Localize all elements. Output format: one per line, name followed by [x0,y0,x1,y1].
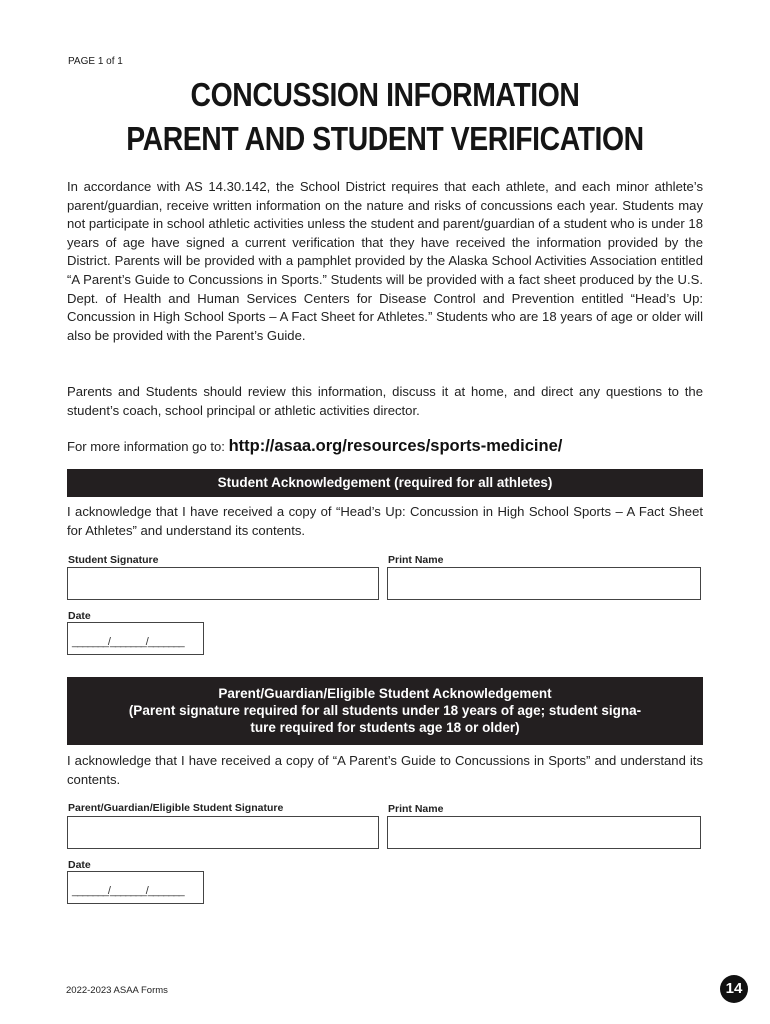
student-signature-label: Student Signature [68,554,159,566]
parent-header-line-2: (Parent signature required for all students under 18 years of age; student signa- [128,703,642,718]
intro-paragraph: In accordance with AS 14.30.142, the School District requires that each athlete, and each minor athlete’s parent/guardian, receive written information on the nature and risks of concussions each year. Students may not participate in school athletic activities unless the student and parent/guardian of a student who is under 18 years of age have signed a current verification that they have received the information provided by the District. Parents will be provided with a pamphlet provided by the Alaska School Activities Association entitled “A Parent’s Guide to Concussions in Sports.” Students will be provided with a fact sheet produced by the U.S. Dept. of Health and Human Services Centers for Disease Control and Prevention entitled “Head’s Up: Concussion in High School Sports – A Fact Sheet for Athletes.” Students who are 18 years of age or older will also be provided with the Parent’s Guide. [67,179,703,343]
student-ack-text: I acknowledge that I have received a copy of “Head’s Up: Concussion in High School Sports – A Fact Sheet for Athletes” and understand its contents. [67,504,703,538]
parent-print-name-field[interactable] [387,816,701,849]
more-info-prefix: For more information go to: [67,439,229,454]
more-info-link[interactable]: http://asaa.org/resources/sports-medicine/ [228,437,563,455]
title-line-2: PARENT AND STUDENT VERIFICATION [126,120,644,157]
student-print-name-field[interactable] [387,567,701,600]
student-date-field[interactable]: _______/_______/_______ [67,622,204,655]
parent-section-header [67,677,703,745]
footer: 2022-2023 ASAA Forms [66,985,168,996]
title-line-1: CONCUSSION INFORMATION [190,76,580,113]
review-paragraph: Parents and Students should review this information, discuss it at home, and direct any questions to the student’s coach, school principal or athletic activities director. [67,384,703,418]
student-section-header: Student Acknowledgement (required for all athletes) [67,469,703,497]
page-label: PAGE 1 of 1 [68,56,123,67]
parent-signature-field[interactable] [67,816,379,849]
more-info [67,437,562,456]
parent-signature-label: Parent/Guardian/Eligible Student Signature [68,802,284,814]
student-print-name-label: Print Name [388,554,444,566]
student-signature-field[interactable] [67,567,379,600]
parent-date-label: Date [68,859,91,871]
parent-date-field[interactable]: _______/_______/_______ [67,871,204,904]
parent-header-line-3: ture required for students age 18 or older) [250,720,520,735]
student-date-label: Date [68,610,91,622]
parent-print-name-label: Print Name [388,803,444,815]
parent-ack-text: I acknowledge that I have received a copy of “A Parent’s Guide to Concussions in Sports” and understand its contents. [67,753,703,787]
page-number-badge: 14 [720,975,748,1003]
parent-header-line-1: Parent/Guardian/Eligible Student Acknowledgement [218,686,552,701]
